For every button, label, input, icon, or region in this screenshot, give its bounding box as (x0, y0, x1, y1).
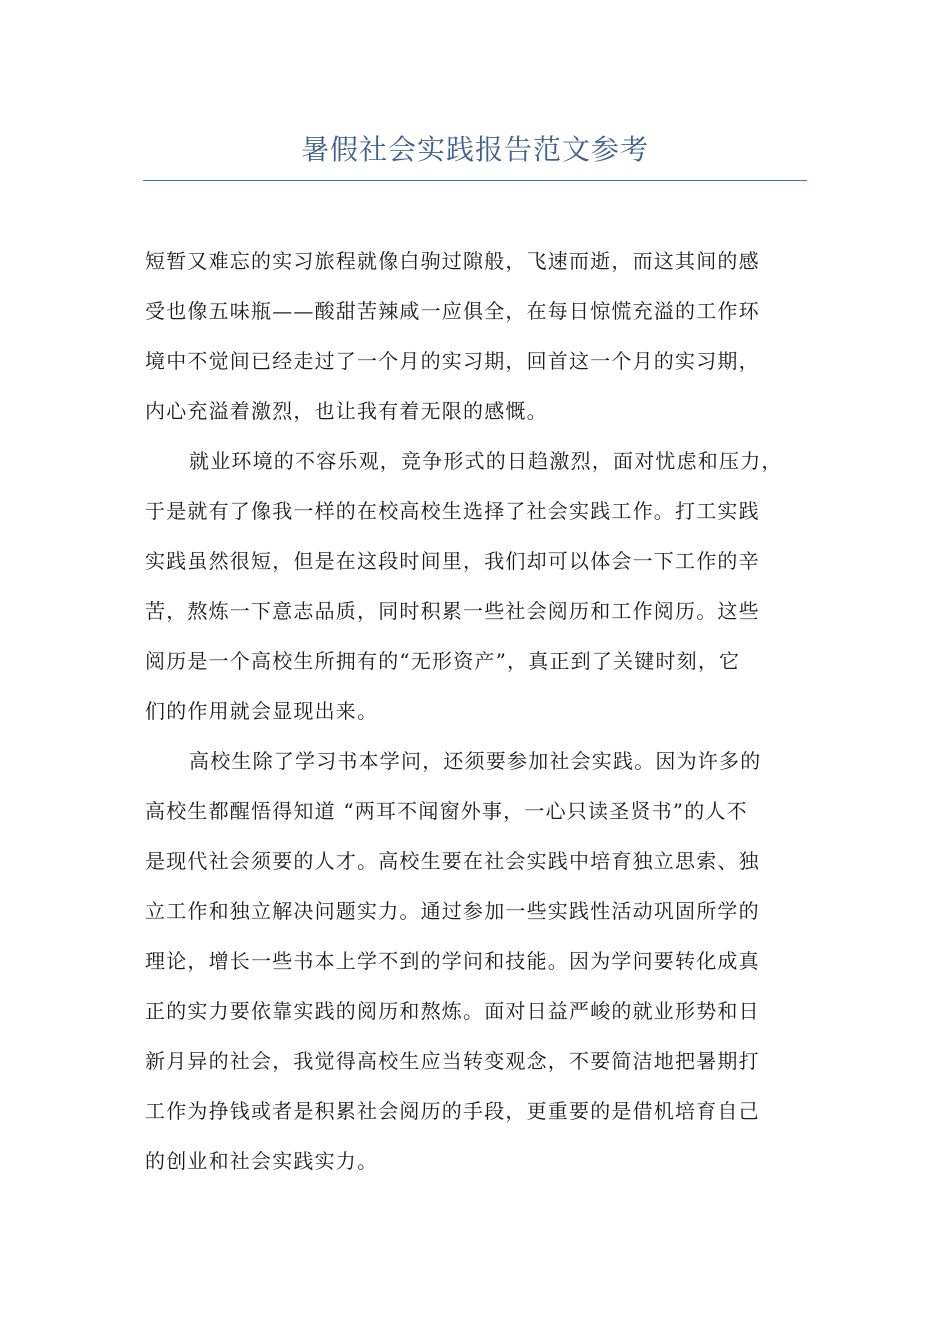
text-line: 立工作和独立解决问题实力。通过参加一些实践性活动巩固所学的 (145, 899, 760, 923)
text-line: 高校生都醒悟得知道 “两耳不闻窗外事，一心只读圣贤书”的人不 (145, 799, 748, 823)
document-title: 暑假社会实践报告范文参考 (300, 133, 649, 166)
text-line: 阅历是一个高校生所拥有的“无形资产”，真正到了关键时刻，它 (145, 649, 741, 673)
document-body (145, 236, 815, 1186)
text-line: 的创业和社会实践实力。 (145, 1149, 379, 1173)
text-line: 就业环境的不容乐观，竞争形式的日趋激烈，面对忧虑和压力， (189, 449, 783, 473)
text-line: 们的作用就会显现出来。 (145, 699, 379, 723)
text-line: 理论，增长一些书本上学不到的学问和技能。因为学问要转化成真 (145, 949, 760, 973)
title-underline (143, 180, 807, 181)
paragraph-1 (145, 236, 815, 436)
text-line: 苦，熬炼一下意志品质，同时积累一些社会阅历和工作阅历。这些 (145, 599, 760, 623)
text-line: 短暂又难忘的实习旅程就像白驹过隙般，飞速而逝，而这其间的感 (145, 249, 760, 273)
text-line: 内心充溢着激烈，也让我有着无限的感慨。 (145, 399, 548, 423)
text-line: 是现代社会须要的人才。高校生要在社会实践中培育独立思索、独 (145, 849, 760, 873)
text-line: 实践虽然很短，但是在这段时间里，我们却可以体会一下工作的辛 (145, 549, 760, 573)
text-line: 新月异的社会，我觉得高校生应当转变观念，不要简洁地把暑期打 (145, 1049, 760, 1073)
text-line: 工作为挣钱或者是积累社会阅历的手段，更重要的是借机培育自己 (145, 1099, 760, 1123)
text-line: 受也像五味瓶——酸甜苦辣咸一应俱全，在每日惊慌充溢的工作环 (145, 299, 760, 323)
text-line: 境中不觉间已经走过了一个月的实习期，回首这一个月的实习期， (145, 349, 760, 373)
paragraph-3 (145, 736, 815, 1186)
text-line: 于是就有了像我一样的在校高校生选择了社会实践工作。打工实践 (145, 499, 760, 523)
text-line: 正的实力要依靠实践的阅历和熬炼。面对日益严峻的就业形势和日 (145, 999, 760, 1023)
text-line: 高校生除了学习书本学问，还须要参加社会实践。因为许多的 (189, 749, 762, 773)
paragraph-2 (145, 436, 815, 736)
